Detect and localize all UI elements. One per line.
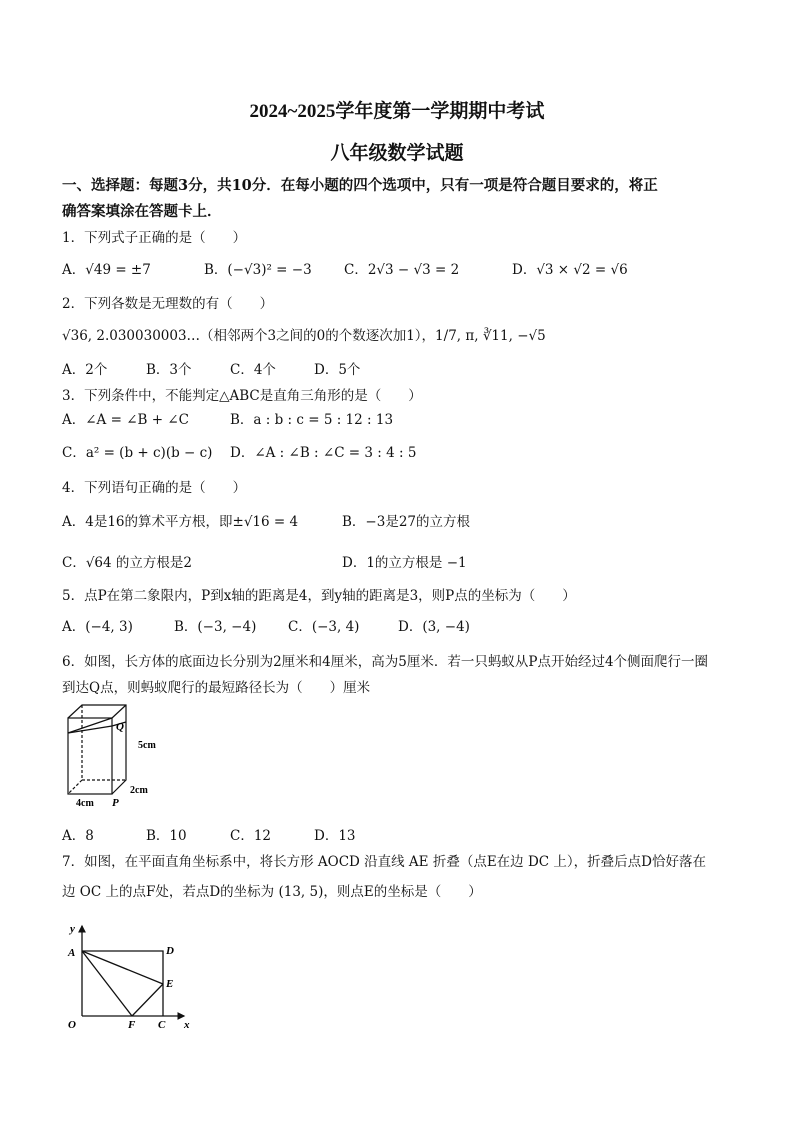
y-axis-label: y	[70, 923, 75, 935]
point-e-label: E	[166, 978, 174, 990]
section-heading-line1: 一、选择题：每题3分，共10分．在每小题的四个选项中，只有一项是符合题目要求的，将正	[62, 177, 658, 194]
exam-title: 2024~2025学年度第一学期期中考试	[249, 101, 545, 122]
point-c-label: C	[158, 1019, 166, 1031]
q6-option-a: A．8	[62, 828, 94, 844]
point-d-label: D	[166, 945, 174, 957]
q4-stem: 4．下列语句正确的是（ ）	[62, 480, 247, 496]
q1-stem: 1．下列式子正确的是（ ）	[62, 230, 247, 246]
q3-stem: 3．下列条件中，不能判定△ABC是直角三角形的是（ ）	[62, 388, 422, 404]
width-label: 4cm	[76, 798, 94, 809]
q6-option-c: C．12	[230, 828, 272, 844]
cuboid-top-right-edge	[112, 705, 126, 718]
segment-fe	[132, 984, 163, 1016]
q5-stem: 5．点P在第二象限内，P到x轴的距离是4，到y轴的距离是3，则P点的坐标为（ ）	[62, 588, 576, 604]
height-label: 5cm	[138, 740, 156, 751]
q4-option-d: D．1的立方根是 −1	[342, 555, 467, 571]
q1-option-b: B．(−√3)² = −3	[204, 262, 312, 278]
q6-option-d: D．13	[314, 828, 356, 844]
point-a-label: A	[68, 947, 76, 959]
origin-label: O	[68, 1019, 76, 1031]
q2-option-c: C．4个	[230, 362, 276, 378]
q1-option-a: A．√49 = ±7	[62, 262, 151, 278]
depth-label: 2cm	[130, 785, 148, 796]
rectangle-edges	[82, 951, 163, 1016]
q3-option-b: B．a : b : c = 5 : 12 : 13	[230, 412, 394, 428]
q5-option-d: D．(3, −4)	[398, 619, 470, 635]
q3-option-a: A．∠A = ∠B + ∠C	[62, 412, 189, 428]
point-f-label: F	[128, 1019, 136, 1031]
q2-stem: 2．下列各数是无理数的有（ ）	[62, 296, 274, 312]
q7-stem-line1: 7．如图，在平面直角坐标系中，将长方形 AOCD 沿直线 AE 折叠（点E在边 DC 上），折叠后点D恰好落在	[62, 854, 706, 870]
section-heading-line2: 确答案填涂在答题卡上．	[62, 203, 222, 220]
q7-stem-line2: 边 OC 上的点F处，若点D的坐标为 (13, 5)，则点E的坐标是（ ）	[62, 884, 482, 900]
q6-stem-line1: 6．如图，长方体的底面边长分别为2厘米和4厘米，高为5厘米．若一只蚂蚁从P点开始经过4个侧面爬行一圈	[62, 654, 709, 670]
ant-path-line-2	[68, 718, 112, 733]
q2-option-b: B．3个	[146, 362, 192, 378]
coordinate-figure	[62, 918, 202, 1033]
q4-option-c: C．√64 的立方根是2	[62, 555, 192, 571]
q2-option-a: A．2个	[62, 362, 108, 378]
q2-option-d: D．5个	[314, 362, 361, 378]
point-q-label: Q	[116, 721, 124, 733]
cuboid-figure	[60, 700, 170, 810]
q5-option-a: A．(−4, 3)	[62, 619, 133, 635]
q6-stem-line2: 到达Q点，则蚂蚁爬行的最短路径长为（ ）厘米	[62, 680, 371, 696]
q3-option-c: C．a² = (b + c)(b − c)	[62, 445, 213, 461]
q4-option-b: B．−3是27的立方根	[342, 514, 470, 530]
q2-numbers: √36, 2.030030003…（相邻两个3之间的0的个数逐次加1），1/7, π, ∛11, −√5	[62, 328, 546, 344]
q1-option-d: D．√3 × √2 = √6	[512, 262, 628, 278]
q5-option-b: B．(−3, −4)	[174, 619, 257, 635]
q5-option-c: C．(−3, 4)	[288, 619, 360, 635]
point-p-label: P	[112, 797, 119, 809]
exam-subtitle: 八年级数学试题	[330, 143, 464, 164]
q4-option-a: A．4是16的算术平方根，即±√16 = 4	[62, 514, 299, 530]
q1-option-c: C．2√3 − √3 = 2	[344, 262, 460, 278]
q3-option-d: D．∠A : ∠B : ∠C = 3 : 4 : 5	[230, 445, 417, 461]
q6-option-b: B．10	[146, 828, 187, 844]
x-axis-label: x	[184, 1019, 190, 1031]
